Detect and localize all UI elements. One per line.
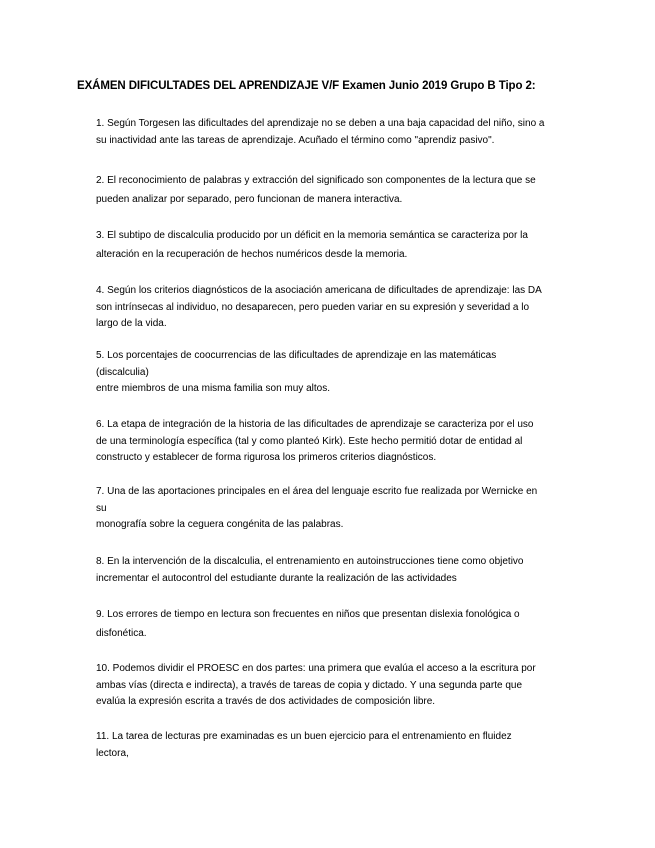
question-line: 9. Los errores de tiempo en lectura son frecuentes en niños que presentan dislexia fonológica o: [96, 609, 520, 620]
question-line: 1. Según Torgesen las dificultades del aprendizaje no se deben a una baja capacidad del niño, sino a: [96, 118, 545, 129]
question-line: (discalculia): [96, 366, 149, 378]
question-line: 11. La tarea de lecturas pre examinadas es un buen ejercicio para el entrenamiento en fluidez: [96, 731, 512, 742]
question-5: [96, 348, 586, 398]
question-line: pueden analizar por separado, pero funcionan de manera interactiva.: [96, 193, 403, 205]
question-10: [96, 661, 586, 711]
question-line: largo de la vida.: [96, 318, 167, 329]
question-line: 4. Según los criterios diagnósticos de la asociación americana de dificultades de aprendizaje: las DA: [96, 285, 542, 296]
question-line: monografía sobre la ceguera congénita de las palabras.: [96, 519, 344, 530]
question-line: lectora,: [96, 747, 129, 759]
question-line: evalúa la expresión escrita a través de dos actividades de composición libre.: [96, 696, 436, 707]
question-line: alteración en la recuperación de hechos numéricos desde la memoria.: [96, 248, 408, 260]
question-line: 2. El reconocimiento de palabras y extracción del significado son componentes de la lectura que se: [96, 175, 536, 186]
question-9: [96, 607, 586, 642]
question-7: [96, 484, 586, 534]
question-line: 8. En la intervención de la discalculia, el entrenamiento en autoinstrucciones tiene como objetivo: [96, 556, 524, 567]
question-11: [96, 729, 586, 762]
question-line: ambas vías (directa e indirecta), a través de tareas de copia y dictado. Y una segunda parte que: [96, 679, 523, 691]
question-6: [96, 417, 586, 467]
question-line: entre miembros de una misma familia son muy altos.: [96, 383, 330, 394]
page-title: EXÁMEN DIFICULTADES DEL APRENDIZAJE V/F Examen Junio 2019 Grupo B Tipo 2:: [77, 80, 536, 92]
question-line: son intrínsecas al individuo, no desaparecen, pero pueden variar en su expresión y severidad a lo: [96, 301, 530, 313]
question-1: [96, 116, 586, 149]
question-line: disfonética.: [96, 627, 147, 639]
question-line: 5. Los porcentajes de coocurrencias de las dificultades de aprendizaje en las matemáticas: [96, 350, 497, 361]
question-line: 10. Podemos dividir el PROESC en dos partes: una primera que evalúa el acceso a la escritura por: [96, 663, 536, 674]
question-line: de una terminología específica (tal y como planteó Kirk). Este hecho permitió dotar de entidad al: [96, 435, 523, 447]
question-line: su inactividad ante las tareas de aprendizaje. Acuñado el término como "aprendiz pasivo".: [96, 134, 495, 146]
question-3: [96, 228, 586, 263]
question-line: constructo y establecer de forma rigurosa los primeros criterios diagnósticos.: [96, 452, 437, 463]
question-2: [96, 173, 586, 208]
question-line: su: [96, 502, 107, 514]
question-line: 7. Una de las aportaciones principales en el área del lenguaje escrito fue realizada por Wernicke en: [96, 486, 538, 497]
question-line: incrementar el autocontrol del estudiante durante la realización de las actividades: [96, 572, 457, 584]
question-line: 3. El subtipo de discalculia producido por un déficit en la memoria semántica se caracteriza por la: [96, 230, 528, 241]
question-4: [96, 283, 586, 333]
question-8: [96, 554, 586, 587]
question-line: 6. La etapa de integración de la historia de las dificultades de aprendizaje se caracteriza por el uso: [96, 419, 534, 430]
